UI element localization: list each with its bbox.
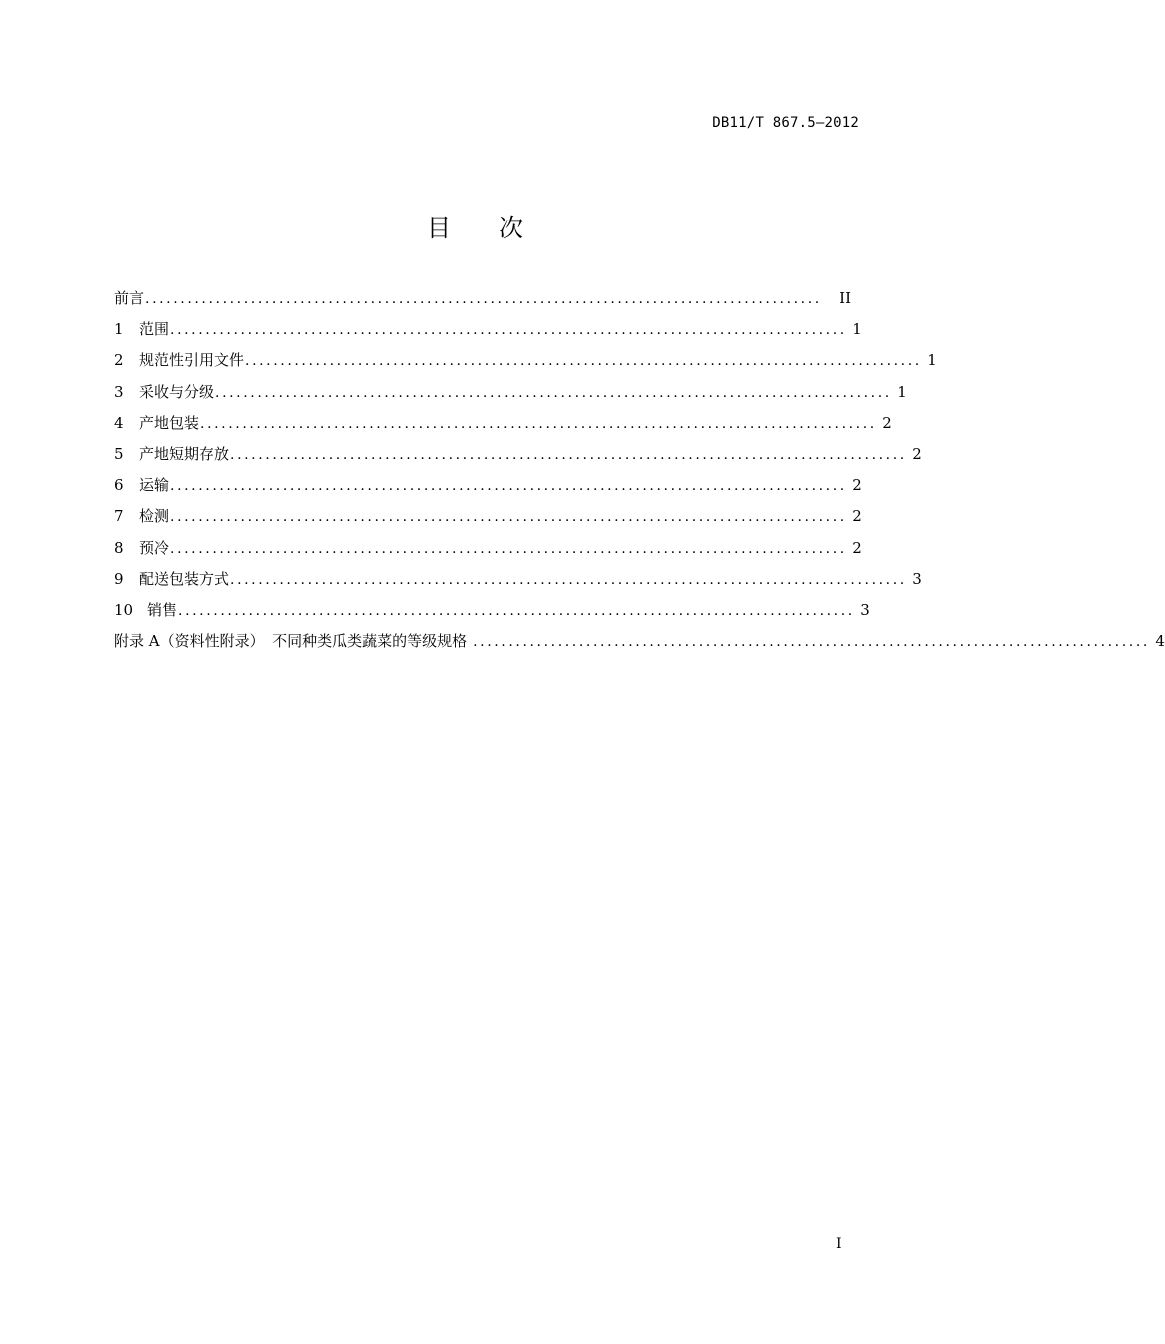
toc-leader-dots: ................................................................................................ <box>200 415 877 432</box>
toc-entry-2[interactable] <box>114 348 937 379</box>
toc-leader-dots: ................................................................................................ <box>473 634 1150 651</box>
page-title <box>0 208 950 243</box>
toc-entry-appendix-a[interactable] <box>114 629 1165 660</box>
toc-leader-dots: ................................................................................................ <box>170 540 847 557</box>
page-number: I <box>836 1236 842 1252</box>
toc-entry-number: 10 <box>114 600 134 619</box>
toc-page-number: II <box>839 289 851 307</box>
toc-entry-text: 范围 <box>139 320 170 339</box>
toc-leader-dots: ................................................................................................ <box>170 509 847 526</box>
toc-page-number: 2 <box>882 413 892 432</box>
toc-leader-dots: ................................................................................................ <box>145 291 822 307</box>
toc-entry-4[interactable] <box>114 411 892 442</box>
toc-entry-number: 3 <box>114 382 124 401</box>
toc-entry-text: 销售 <box>147 600 178 619</box>
toc-leader-dots: ................................................................................................ <box>230 446 907 463</box>
toc-entry-number: 2 <box>114 351 124 370</box>
toc-page-number: 3 <box>860 600 870 619</box>
toc-entry-number: 5 <box>114 444 124 463</box>
title-char-1: 目 <box>427 214 451 242</box>
toc-page-number: 2 <box>852 538 862 557</box>
toc-entry-text: 产地包装 <box>139 413 200 432</box>
toc-entry-text: 附录 A（资料性附录） 不同种类瓜类蔬菜的等级规格 <box>114 632 468 651</box>
toc-entry-number: 8 <box>114 538 124 557</box>
toc-leader-dots: ................................................................................................ <box>170 322 847 339</box>
toc-entry-text: 预冷 <box>139 538 170 557</box>
toc-entry-text: 规范性引用文件 <box>139 351 245 370</box>
document-code: DB11/T 867.5—2012 <box>712 115 859 131</box>
title-char-2: 次 <box>499 214 523 242</box>
toc-entry-8[interactable] <box>114 536 862 567</box>
toc-entry-9[interactable] <box>114 567 922 598</box>
toc-page-number: 3 <box>912 569 922 588</box>
toc-entry-number: 7 <box>114 507 124 526</box>
toc-entry-number: 6 <box>114 476 124 495</box>
toc-entry-text: 检测 <box>139 507 170 526</box>
toc-entry-text: 采收与分级 <box>139 382 215 401</box>
toc-page-number: 2 <box>912 444 922 463</box>
toc-entry-3[interactable] <box>114 380 907 411</box>
toc-entry-text: 运输 <box>139 476 170 495</box>
toc-entry-5[interactable] <box>114 442 922 473</box>
toc-entry-text: 配送包装方式 <box>139 569 230 588</box>
toc-entry-7[interactable] <box>114 504 862 535</box>
toc-leader-dots: ................................................................................................ <box>178 602 855 619</box>
toc-page-number: 2 <box>852 507 862 526</box>
toc-entry-number: 4 <box>114 413 124 432</box>
toc-page-number: 1 <box>897 382 907 401</box>
toc-entry-number: 1 <box>114 320 124 339</box>
toc-page-number: 1 <box>852 320 862 339</box>
toc-entry-10[interactable] <box>114 598 870 629</box>
toc-leader-dots: ................................................................................................ <box>230 571 907 588</box>
toc-entry-text: 产地短期存放 <box>139 444 230 463</box>
toc-entry-number: 9 <box>114 569 124 588</box>
toc-entry-6[interactable] <box>114 473 862 504</box>
toc-leader-dots: ................................................................................................ <box>245 353 922 370</box>
toc-page-number: 1 <box>927 351 937 370</box>
toc-entry-1[interactable] <box>114 317 862 348</box>
table-of-contents <box>114 286 1165 660</box>
toc-page-number: 2 <box>852 476 862 495</box>
toc-page-number: 4 <box>1155 632 1165 651</box>
toc-leader-dots: ................................................................................................ <box>215 384 892 401</box>
toc-entry-text: 前言 <box>114 289 145 307</box>
toc-leader-dots: ................................................................................................ <box>170 478 847 495</box>
toc-entry-foreword[interactable] <box>114 286 851 317</box>
